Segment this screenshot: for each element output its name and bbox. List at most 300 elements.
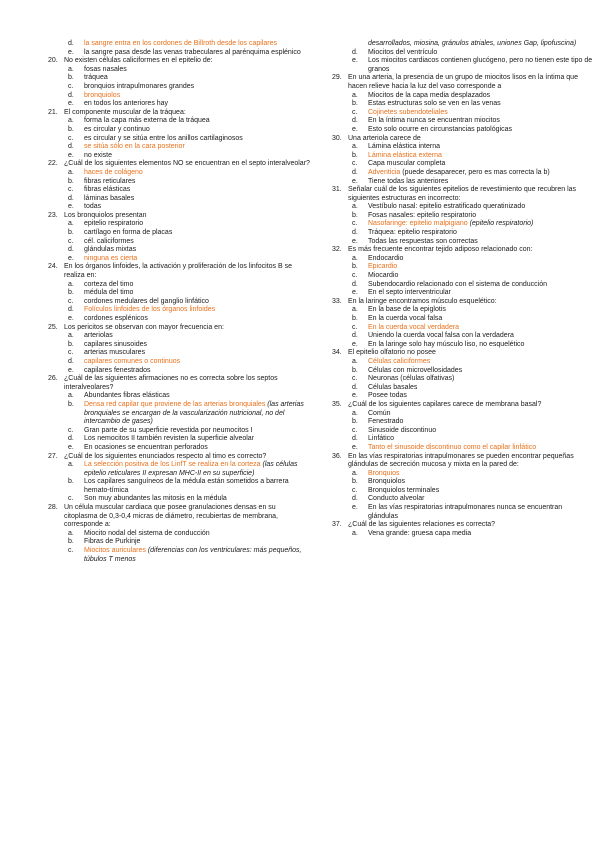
option-letter: a. — [68, 529, 74, 537]
answer-option — [332, 272, 594, 281]
option-letter: a. — [352, 357, 358, 365]
option-text: Fibras de Purkinje — [84, 538, 141, 546]
question-stem — [48, 263, 310, 280]
answer-option — [48, 126, 310, 135]
question-text: Es más frecuente encontrar tejido adiposo relacionado con: — [348, 246, 533, 254]
option-letter: c. — [68, 495, 74, 503]
correct-answer-text: Lámina elástica externa — [368, 151, 442, 159]
question-text: ¿Cuál de las siguientes afirmaciones no es correcta sobre los septos interalveolares? — [64, 375, 278, 391]
correct-answer-text: ninguna es cierta — [84, 254, 138, 262]
option-letter: b. — [68, 177, 74, 185]
answer-option — [48, 220, 310, 229]
correct-answer-text: bronquiolos — [84, 91, 121, 99]
question-text: En los órganos linfoides, la activación y proliferación de los linfocitos B se realiza en: — [64, 263, 293, 280]
option-letter: e. — [352, 125, 358, 133]
option-letter: b. — [68, 478, 74, 486]
option-text: es circular y se sitúa entre los anillos cartilaginosos — [84, 134, 243, 142]
answer-option — [48, 530, 310, 539]
left-column — [48, 40, 310, 564]
option-letter: c. — [68, 426, 74, 434]
question-text: No existen células caliciformes en el epitelio de: — [64, 57, 213, 65]
option-text: Gran parte de su superficie revestida por neumocitos I — [84, 426, 253, 434]
answer-option — [332, 109, 594, 118]
question-number: 35. — [332, 400, 342, 408]
answer-option — [332, 117, 594, 126]
option-text: En la íntima nunca se encuentran miocitos — [368, 117, 500, 125]
answer-option — [332, 470, 594, 479]
correct-answer-text: Células caliciformes — [368, 357, 431, 365]
answer-option — [332, 444, 594, 453]
question-stem — [48, 453, 310, 462]
question-stem — [48, 57, 310, 66]
option-letter: e. — [352, 57, 358, 65]
answer-option — [332, 478, 594, 487]
option-letter: d. — [352, 332, 358, 340]
option-letter: c. — [68, 237, 74, 245]
correct-answer-text: Tanto el sinusoide discontinuo como el capilar linfático — [368, 443, 537, 451]
option-text: Células basales — [368, 383, 418, 391]
question-text: ¿Cuál de las siguientes relaciones es correcta? — [348, 521, 496, 529]
answer-option — [48, 74, 310, 83]
option-text: Tráquea: epitelio respiratorio — [368, 229, 457, 237]
answer-option — [332, 203, 594, 212]
answer-option — [332, 487, 594, 496]
question-stem — [332, 521, 594, 530]
answer-option — [332, 49, 594, 58]
option-letter: e. — [352, 504, 358, 512]
correct-answer-text: se sitúa sólo en la cara posterior — [84, 143, 185, 151]
question-number: 36. — [332, 452, 342, 460]
option-text: Esto solo ocurre en circunstancias patológicas — [368, 125, 512, 133]
answer-option — [332, 238, 594, 247]
option-letter: e. — [68, 254, 74, 262]
option-letter: b. — [352, 263, 358, 271]
option-letter: d. — [68, 194, 74, 202]
answer-option — [48, 203, 310, 212]
answer-option — [48, 538, 310, 547]
option-letter: e. — [68, 443, 74, 451]
answer-option — [332, 435, 594, 444]
option-text: En ocasiones se encuentran perforados — [84, 443, 208, 451]
option-text: bronquios intrapulmonares grandes — [84, 82, 195, 90]
answer-option — [48, 444, 310, 453]
explanation-note: (epitelio respiratorio) — [469, 220, 534, 228]
option-text: Neuronas (células olfativas) — [368, 375, 455, 383]
answer-option — [332, 530, 594, 539]
answer-option — [332, 384, 594, 393]
option-text: Sinusoide discontinuo — [368, 426, 437, 434]
option-letter: e. — [352, 392, 358, 400]
option-text: Todas las respuestas son correctas — [368, 237, 478, 245]
correct-answer-text: La selección positiva de los LinfT se realiza en la corteza — [84, 461, 261, 469]
option-text: Vestíbulo nasal: epitelio estratificado queratinizado — [368, 203, 526, 211]
option-text: cordones medulares del ganglio linfático — [84, 297, 209, 305]
option-letter: b. — [68, 538, 74, 546]
answer-option — [332, 289, 594, 298]
answer-option — [48, 358, 310, 367]
answer-option — [48, 349, 310, 358]
option-letter: e. — [352, 177, 358, 185]
question-stem — [332, 74, 594, 91]
answer-option — [332, 57, 594, 74]
answer-option — [332, 152, 594, 161]
answer-option — [48, 178, 310, 187]
option-letter: e. — [68, 315, 74, 322]
option-text: Miocitos de la capa media desplazados — [368, 91, 491, 99]
option-text: en todos los anteriores hay — [84, 100, 169, 108]
correct-answer-text: Nasofaringe: epitelio malpigiano — [368, 220, 468, 228]
answer-option — [48, 229, 310, 238]
answer-option — [48, 461, 310, 478]
option-text: Los miocitos cardiacos contienen glucógeno, pero no tienen este tipo de granos — [368, 57, 593, 73]
option-letter: d. — [352, 495, 358, 503]
question-number: 23. — [48, 211, 58, 219]
answer-option — [332, 495, 594, 504]
question-stem — [48, 160, 310, 169]
continued-note — [332, 40, 594, 49]
question-number: 22. — [48, 160, 58, 168]
answer-option — [48, 547, 310, 564]
option-letter: b. — [352, 478, 358, 486]
option-letter: c. — [68, 547, 74, 555]
answer-option — [48, 255, 310, 264]
answer-option — [48, 281, 310, 290]
option-text: En las vías respiratorias intrapulmonares nunca se encuentran glándulas — [368, 504, 563, 520]
option-text: En la laringe solo hay músculo liso, no esquelético — [368, 340, 525, 348]
question-stem — [332, 135, 594, 144]
answer-option — [48, 92, 310, 101]
option-letter: d. — [352, 280, 358, 288]
correct-answer-text: capilares comunes o continuos — [84, 357, 181, 365]
option-text: Linfático — [368, 435, 395, 443]
option-text: Estas estructuras solo se ven en las venas — [368, 100, 501, 108]
option-letter: c. — [352, 160, 358, 168]
question-stem — [332, 246, 594, 255]
option-text: arterias musculares — [84, 349, 146, 357]
option-letter: c. — [68, 134, 74, 142]
question-number: 29. — [332, 74, 342, 82]
option-text: fibras reticulares — [84, 177, 136, 185]
question-number: 33. — [332, 297, 342, 305]
correct-answer-text: la sangre entra en los cordones de Billroth desde los capilares — [84, 40, 278, 47]
option-letter: b. — [68, 229, 74, 237]
note-text: desarrollados, miosina, gránulos atriales, uniones Gap, lipofuscina) — [368, 40, 577, 47]
option-text: Miocardio — [368, 272, 399, 280]
option-text: Endocardio — [368, 254, 404, 262]
answer-option — [48, 169, 310, 178]
option-letter: a. — [68, 117, 74, 125]
answer-option — [48, 186, 310, 195]
question-number: 32. — [332, 246, 342, 254]
question-text: Una arteriola carece de — [348, 134, 421, 142]
option-text: forma la capa más externa de la tráquea — [84, 117, 210, 125]
question-stem — [48, 324, 310, 333]
right-column — [332, 40, 594, 538]
option-text: médula del timo — [84, 289, 134, 297]
question-text: Señalar cuál de los siguientes epitelios de revestimiento que recubren las siguientes estructuras en incorrecto: — [348, 186, 577, 202]
question-stem — [332, 349, 594, 358]
option-letter: d. — [68, 306, 74, 314]
answer-option — [48, 427, 310, 436]
answer-option — [332, 169, 594, 178]
option-letter: d. — [68, 357, 74, 365]
option-letter: c. — [68, 82, 74, 90]
option-letter: d. — [352, 48, 358, 56]
answer-option — [48, 495, 310, 504]
option-letter: a. — [352, 254, 358, 262]
option-text: Son muy abundantes las mitosis en la médula — [84, 495, 227, 503]
correct-answer-text: haces de colágeno — [84, 168, 143, 176]
option-letter: b. — [68, 289, 74, 297]
option-comment: (puede desaparecer, pero es mas correcta la b) — [402, 168, 550, 176]
answer-option — [332, 255, 594, 264]
option-letter: d. — [68, 246, 74, 254]
option-letter: a. — [352, 306, 358, 314]
question-stem — [48, 504, 310, 530]
question-number: 26. — [48, 375, 58, 383]
option-text: Conducto alveolar — [368, 495, 425, 503]
option-letter: c. — [352, 108, 358, 116]
option-letter: a. — [68, 220, 74, 228]
option-text: En la base de la epiglotis — [368, 306, 446, 314]
question-stem — [48, 212, 310, 221]
answer-option — [48, 367, 310, 376]
option-text: Fenestrado — [368, 418, 404, 426]
correct-answer-text: Adventicia — [368, 168, 401, 176]
option-letter: c. — [68, 297, 74, 305]
question-number: 28. — [48, 504, 58, 512]
option-text: capilares sinusoides — [84, 340, 148, 348]
correct-answer-text: Miocitos auriculares — [84, 547, 146, 555]
option-letter: c. — [352, 426, 358, 434]
option-text: Bronquiolos terminales — [368, 486, 440, 494]
correct-answer-text: Bronquios — [368, 469, 400, 477]
option-letter: e. — [68, 366, 74, 374]
option-letter: e. — [352, 237, 358, 245]
answer-option — [48, 152, 310, 161]
answer-option — [332, 418, 594, 427]
option-letter: e. — [68, 48, 74, 56]
option-text: Fosas nasales: epitelio respiratorio — [368, 211, 477, 219]
option-text: cordones esplénicos — [84, 315, 148, 322]
option-letter: b. — [68, 340, 74, 348]
option-text: Los nemocitos II también revisten la superficie alveolar — [84, 435, 255, 443]
option-letter: a. — [352, 409, 358, 417]
option-letter: d. — [68, 40, 74, 47]
explanation-note: (las células epitelio reticulares II expresan MHC-II en su superficie) — [84, 461, 298, 477]
option-letter: e. — [352, 340, 358, 348]
answer-option — [48, 135, 310, 144]
answer-option — [332, 100, 594, 109]
answer-option — [332, 126, 594, 135]
answer-option — [48, 40, 310, 49]
option-text: Los capilares sanguíneos de la médula están sometidos a barrera hemato-tímica — [84, 478, 289, 494]
option-letter: a. — [68, 332, 74, 340]
option-letter: e. — [352, 289, 358, 297]
answer-option — [48, 401, 310, 427]
question-text: En las vías respiratorias intrapulmonares se pueden encontrar pequeñas glándulas de secreción mucosa y mixta en la pared de: — [348, 452, 574, 469]
correct-answer-text: Cojinetes subendoteliales — [368, 108, 448, 116]
option-text: arteriolas — [84, 332, 113, 340]
option-letter: b. — [352, 315, 358, 322]
option-letter: b. — [68, 125, 74, 133]
question-stem — [332, 401, 594, 410]
question-stem — [48, 375, 310, 392]
option-letter: b. — [352, 366, 358, 374]
option-text: Miocitos del ventrículo — [368, 48, 438, 56]
option-text: Común — [368, 409, 391, 417]
option-text: es circular y continuo — [84, 125, 150, 133]
answer-option — [48, 435, 310, 444]
answer-option — [332, 212, 594, 221]
option-letter: e. — [68, 151, 74, 159]
answer-option — [48, 298, 310, 307]
answer-option — [332, 427, 594, 436]
option-letter: d. — [68, 435, 74, 443]
option-letter: b. — [352, 211, 358, 219]
option-text: fosas nasales — [84, 65, 127, 73]
answer-option — [332, 341, 594, 350]
option-letter: c. — [352, 323, 358, 331]
answer-option — [48, 238, 310, 247]
option-letter: a. — [68, 168, 74, 176]
option-letter: d. — [352, 117, 358, 125]
answer-option — [332, 143, 594, 152]
option-text: Uniendo la cuerda vocal falsa con la verdadera — [368, 332, 514, 340]
option-text: láminas basales — [84, 194, 135, 202]
explanation-note: (diferencias con los ventriculares: más pequeños, túbulos T menos — [84, 547, 302, 563]
question-text: Un célula muscular cardiaca que posee granulaciones densas en su citoplasma de 0,3-0,4 micras de diámetro, recubiertas de membrana, corresponde a: — [64, 504, 278, 529]
option-letter: a. — [352, 469, 358, 477]
option-text: Bronquiolos — [368, 478, 405, 486]
option-letter: a. — [68, 461, 74, 469]
question-stem — [332, 186, 594, 203]
option-letter: b. — [68, 74, 74, 82]
option-text: Subendocardio relacionado con el sistema de conducción — [368, 280, 548, 288]
option-letter: e. — [352, 443, 358, 451]
option-letter: d. — [352, 229, 358, 237]
option-text: En la cuerda vocal falsa — [368, 315, 443, 322]
answer-option — [332, 358, 594, 367]
option-letter: b. — [352, 418, 358, 426]
correct-answer-text: En la cuerda vocal verdadera — [368, 323, 460, 331]
question-text: En la laringe encontramos músculo esquelético: — [348, 297, 497, 305]
question-text: El epitelio olfatorio no posee — [348, 349, 436, 357]
correct-answer-text: Folículos linfoides de los órganos linfoides — [84, 306, 216, 314]
option-text: Vena grande: gruesa capa media — [368, 529, 472, 537]
question-number: 20. — [48, 57, 58, 65]
answer-option — [332, 281, 594, 290]
option-letter: a. — [68, 280, 74, 288]
option-text: todas — [84, 203, 102, 211]
question-text: ¿Cuál de los siguientes capilares carece de membrana basal? — [348, 400, 542, 408]
question-number: 21. — [48, 108, 58, 116]
option-text: glándulas mixtas — [84, 246, 137, 254]
option-letter: c. — [68, 349, 74, 357]
answer-option — [48, 49, 310, 58]
answer-option — [332, 92, 594, 101]
answer-option — [48, 66, 310, 75]
question-text: ¿Cuál de los siguientes elementos NO se encuentran en el septo interalveolar? — [64, 160, 310, 168]
question-number: 27. — [48, 452, 58, 460]
answer-option — [48, 117, 310, 126]
option-text: tráquea — [84, 74, 108, 82]
option-letter: a. — [352, 91, 358, 99]
option-letter: a. — [68, 65, 74, 73]
option-letter: d. — [68, 91, 74, 99]
option-letter: a. — [352, 529, 358, 537]
answer-option — [332, 263, 594, 272]
answer-option — [48, 332, 310, 341]
option-text: fibras elásticas — [84, 186, 131, 194]
option-letter: b. — [68, 400, 74, 408]
question-text: En una arteria, la presencia de un grupo de miocitos lisos en la íntima que hacen relieve hacia la luz del vaso corresponde a — [348, 74, 578, 90]
answer-option — [332, 410, 594, 419]
option-text: Miocito nodal del sistema de conducción — [84, 529, 210, 537]
option-letter: c. — [352, 375, 358, 383]
option-text: Lámina elástica interna — [368, 143, 440, 151]
option-text: epitelio respiratorio — [84, 220, 144, 228]
option-letter: a. — [68, 392, 74, 400]
question-stem — [48, 109, 310, 118]
answer-option — [48, 341, 310, 350]
option-letter: c. — [352, 486, 358, 494]
option-text: capilares fenestrados — [84, 366, 151, 374]
answer-option — [332, 504, 594, 521]
option-letter: d. — [68, 143, 74, 151]
correct-answer-text: Densa red capilar que proviene de las arterias bronquiales — [84, 400, 266, 408]
option-letter: e. — [68, 100, 74, 108]
option-letter: b. — [352, 151, 358, 159]
option-text: Posee todas — [368, 392, 407, 400]
option-text: En el septo interventricular — [368, 289, 451, 297]
question-text: Los bronquiolos presentan — [64, 211, 147, 219]
option-letter: c. — [352, 220, 358, 228]
answer-option — [332, 160, 594, 169]
answer-option — [332, 324, 594, 333]
explanation-note: (las arterias bronquiales se encargan de la vascularización nutricional, no del intercambio de gases) — [84, 400, 304, 426]
question-number: 37. — [332, 521, 342, 529]
option-text: cartílago en forma de placas — [84, 229, 173, 237]
option-letter: a. — [352, 203, 358, 211]
option-letter: c. — [68, 186, 74, 194]
answer-option — [48, 315, 310, 324]
option-text: Abundantes fibras elásticas — [84, 392, 170, 400]
answer-option — [48, 478, 310, 495]
question-stem — [332, 298, 594, 307]
option-letter: a. — [352, 143, 358, 151]
answer-option — [332, 315, 594, 324]
answer-option — [332, 306, 594, 315]
option-letter: d. — [352, 383, 358, 391]
option-text: la sangre pasa desde las venas trabeculares al parénquima esplénico — [84, 48, 301, 56]
answer-option — [48, 306, 310, 315]
option-letter: b. — [352, 100, 358, 108]
option-text: corteza del timo — [84, 280, 134, 288]
option-text: Tiene todas las anteriores — [368, 177, 449, 185]
question-text: El componente muscular de la tráquea: — [64, 108, 186, 116]
question-number: 30. — [332, 134, 342, 142]
answer-option — [332, 229, 594, 238]
answer-option — [48, 289, 310, 298]
option-letter: e. — [68, 203, 74, 211]
question-number: 31. — [332, 186, 342, 194]
answer-option — [48, 246, 310, 255]
answer-option — [332, 375, 594, 384]
option-text: Células con microvellosidades — [368, 366, 463, 374]
answer-option — [48, 100, 310, 109]
answer-option — [332, 178, 594, 187]
